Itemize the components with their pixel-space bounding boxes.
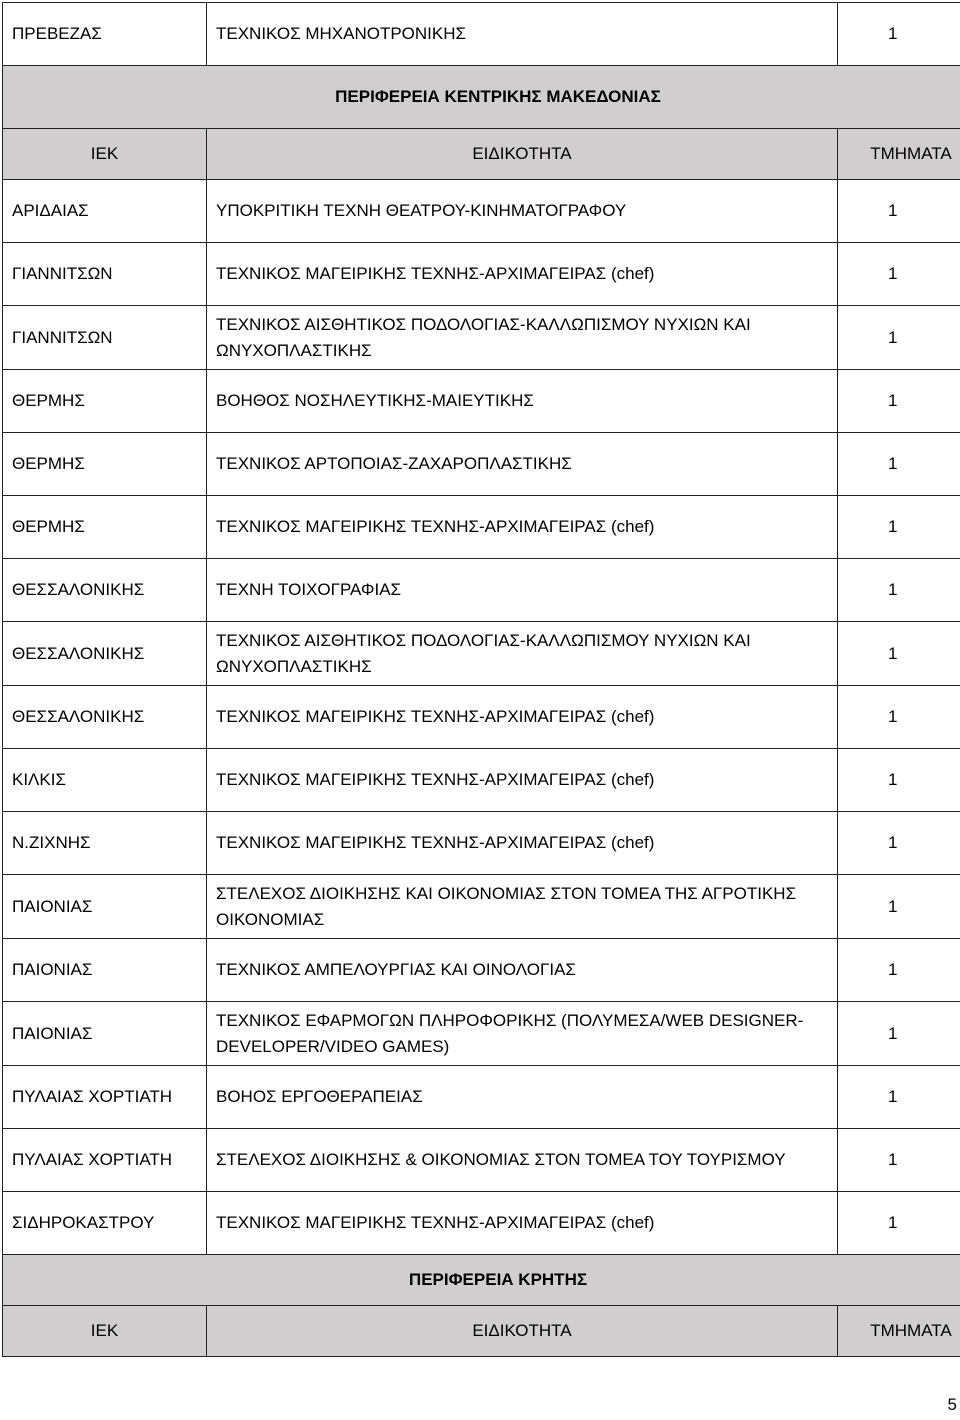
table-row (3, 243, 960, 306)
classes-cell: 1 (838, 306, 960, 370)
specialty-cell: ΒΟΗΘΟΣ ΝΟΣΗΛΕΥΤΙΚΗΣ-ΜΑΙΕΥΤΙΚΗΣ (207, 370, 838, 433)
table-row (3, 306, 960, 370)
school-cell: ΣΙΔΗΡΟΚΑΣΤΡΟΥ (3, 1192, 207, 1255)
classes-cell: 1 (838, 370, 960, 433)
specialty-cell: ΥΠΟΚΡΙΤΙΚΗ ΤΕΧΝΗ ΘΕΑΤΡΟΥ-ΚΙΝΗΜΑΤΟΓΡΑΦΟΥ (207, 180, 838, 243)
specialty-cell: ΤΕΧΝΙΚΟΣ ΑΜΠΕΛΟΥΡΓΙΑΣ ΚΑΙ ΟΙΝΟΛΟΓΙΑΣ (207, 939, 838, 1002)
school-cell: ΓΙΑΝΝΙΤΣΩΝ (3, 306, 207, 370)
table-row (3, 812, 960, 875)
classes-cell: 1 (838, 875, 960, 939)
region-band (3, 66, 960, 129)
region-band (3, 1255, 960, 1306)
header-school: ΙΕΚ (3, 129, 207, 180)
classes-cell: 1 (838, 559, 960, 622)
table-row (3, 749, 960, 812)
school-cell: ΘΕΡΜΗΣ (3, 370, 207, 433)
school-cell: ΠΑΙΟΝΙΑΣ (3, 1002, 207, 1066)
table-row (3, 433, 960, 496)
school-cell: ΠΡΕΒΕΖΑΣ (3, 3, 207, 66)
school-cell: ΠΥΛΑΙΑΣ ΧΟΡΤΙΑΤΗ (3, 1129, 207, 1192)
classes-cell: 1 (838, 686, 960, 749)
school-cell: Ν.ΖΙΧΝΗΣ (3, 812, 207, 875)
table-row (3, 875, 960, 939)
school-cell: ΠΑΙΟΝΙΑΣ (3, 939, 207, 1002)
table-row (3, 3, 960, 66)
classes-cell: 1 (838, 1066, 960, 1129)
classes-cell: 1 (838, 180, 960, 243)
school-cell: ΓΙΑΝΝΙΤΣΩΝ (3, 243, 207, 306)
specialty-cell: ΤΕΧΝΙΚΟΣ ΜΑΓΕΙΡΙΚΗΣ ΤΕΧΝΗΣ-ΑΡΧΙΜΑΓΕΙΡΑΣ (chef) (207, 496, 838, 559)
table-row (3, 370, 960, 433)
table-row (3, 180, 960, 243)
table-row (3, 1129, 960, 1192)
specialty-cell: ΤΕΧΝΙΚΟΣ ΑΡΤΟΠΟΙΑΣ-ΖΑΧΑΡΟΠΛΑΣΤΙΚΗΣ (207, 433, 838, 496)
header-classes: ΤΜΗΜΑΤΑ (838, 129, 960, 180)
header-specialty: ΕΙΔΙΚΟΤΗΤΑ (207, 129, 838, 180)
specialty-cell: ΤΕΧΝΙΚΟΣ ΜΑΓΕΙΡΙΚΗΣ ΤΕΧΝΗΣ-ΑΡΧΙΜΑΓΕΙΡΑΣ (chef) (207, 812, 838, 875)
specialty-cell: ΣΤΕΛΕΧΟΣ ΔΙΟΙΚΗΣΗΣ & ΟΙΚΟΝΟΜΙΑΣ ΣΤΟΝ ΤΟΜΕΑ ΤΟΥ ΤΟΥΡΙΣΜΟΥ (207, 1129, 838, 1192)
classes-cell: 1 (838, 243, 960, 306)
specialty-cell: ΤΕΧΝΙΚΟΣ ΜΑΓΕΙΡΙΚΗΣ ΤΕΧΝΗΣ-ΑΡΧΙΜΑΓΕΙΡΑΣ (chef) (207, 749, 838, 812)
header-school: ΙΕΚ (3, 1306, 207, 1357)
specialty-cell: ΤΕΧΝΙΚΟΣ ΜΗΧΑΝΟΤΡΟΝΙΚΗΣ (207, 3, 838, 66)
classes-cell: 1 (838, 939, 960, 1002)
school-cell: ΠΥΛΑΙΑΣ ΧΟΡΤΙΑΤΗ (3, 1066, 207, 1129)
specialty-cell: ΤΕΧΝΙΚΟΣ ΑΙΣΘΗΤΙΚΟΣ ΠΟΔΟΛΟΓΙΑΣ-ΚΑΛΛΩΠΙΣΜΟΥ ΝΥΧΙΩΝ ΚΑΙ ΩΝΥΧΟΠΛΑΣΤΙΚΗΣ (207, 306, 838, 370)
classes-cell: 1 (838, 3, 960, 66)
school-cell: ΘΕΣΣΑΛΟΝΙΚΗΣ (3, 686, 207, 749)
specialty-cell: ΤΕΧΝΙΚΟΣ ΑΙΣΘΗΤΙΚΟΣ ΠΟΔΟΛΟΓΙΑΣ-ΚΑΛΛΩΠΙΣΜΟΥ ΝΥΧΙΩΝ ΚΑΙ ΩΝΥΧΟΠΛΑΣΤΙΚΗΣ (207, 622, 838, 686)
iek-specialties-table (2, 2, 960, 1357)
classes-cell: 1 (838, 1192, 960, 1255)
specialty-cell: ΒΟΗΟΣ ΕΡΓΟΘΕΡΑΠΕΙΑΣ (207, 1066, 838, 1129)
specialty-cell: ΤΕΧΝΙΚΟΣ ΜΑΓΕΙΡΙΚΗΣ ΤΕΧΝΗΣ-ΑΡΧΙΜΑΓΕΙΡΑΣ (chef) (207, 243, 838, 306)
region-title: ΠΕΡΙΦΕΡΕΙΑ ΚΕΝΤΡΙΚΗΣ ΜΑΚΕΔΟΝΙΑΣ (3, 66, 960, 129)
table-row (3, 939, 960, 1002)
specialty-cell: ΤΕΧΝΙΚΟΣ ΜΑΓΕΙΡΙΚΗΣ ΤΕΧΝΗΣ-ΑΡΧΙΜΑΓΕΙΡΑΣ (chef) (207, 1192, 838, 1255)
table-row (3, 1066, 960, 1129)
classes-cell: 1 (838, 622, 960, 686)
table-row (3, 559, 960, 622)
table-row (3, 1192, 960, 1255)
school-cell: ΘΕΡΜΗΣ (3, 496, 207, 559)
header-specialty: ΕΙΔΙΚΟΤΗΤΑ (207, 1306, 838, 1357)
school-cell: ΘΕΡΜΗΣ (3, 433, 207, 496)
table-row (3, 496, 960, 559)
classes-cell: 1 (838, 812, 960, 875)
school-cell: ΘΕΣΣΑΛΟΝΙΚΗΣ (3, 559, 207, 622)
column-header-row (3, 129, 960, 180)
header-classes: ΤΜΗΜΑΤΑ (838, 1306, 960, 1357)
specialty-cell: ΣΤΕΛΕΧΟΣ ΔΙΟΙΚΗΣΗΣ ΚΑΙ ΟΙΚΟΝΟΜΙΑΣ ΣΤΟΝ ΤΟΜΕΑ ΤΗΣ ΑΓΡΟΤΙΚΗΣ ΟΙΚΟΝΟΜΙΑΣ (207, 875, 838, 939)
school-cell: ΚΙΛΚΙΣ (3, 749, 207, 812)
classes-cell: 1 (838, 1129, 960, 1192)
classes-cell: 1 (838, 749, 960, 812)
classes-cell: 1 (838, 496, 960, 559)
table-row (3, 1002, 960, 1066)
specialty-cell: ΤΕΧΝΙΚΟΣ ΕΦΑΡΜΟΓΩΝ ΠΛΗΡΟΦΟΡΙΚΗΣ (ΠΟΛΥΜΕΣΑ/WEB DESIGNER-DEVELOPER/VIDEO GAMES) (207, 1002, 838, 1066)
school-cell: ΘΕΣΣΑΛΟΝΙΚΗΣ (3, 622, 207, 686)
school-cell: ΑΡΙΔΑΙΑΣ (3, 180, 207, 243)
region-title: ΠΕΡΙΦΕΡΕΙΑ ΚΡΗΤΗΣ (3, 1255, 960, 1306)
table-row (3, 622, 960, 686)
specialty-cell: ΤΕΧΝΙΚΟΣ ΜΑΓΕΙΡΙΚΗΣ ΤΕΧΝΗΣ-ΑΡΧΙΜΑΓΕΙΡΑΣ (chef) (207, 686, 838, 749)
classes-cell: 1 (838, 433, 960, 496)
table-row (3, 686, 960, 749)
column-header-row (3, 1306, 960, 1357)
specialty-cell: ΤΕΧΝΗ ΤΟΙΧΟΓΡΑΦΙΑΣ (207, 559, 838, 622)
school-cell: ΠΑΙΟΝΙΑΣ (3, 875, 207, 939)
page-number: 5 (947, 1395, 957, 1414)
classes-cell: 1 (838, 1002, 960, 1066)
